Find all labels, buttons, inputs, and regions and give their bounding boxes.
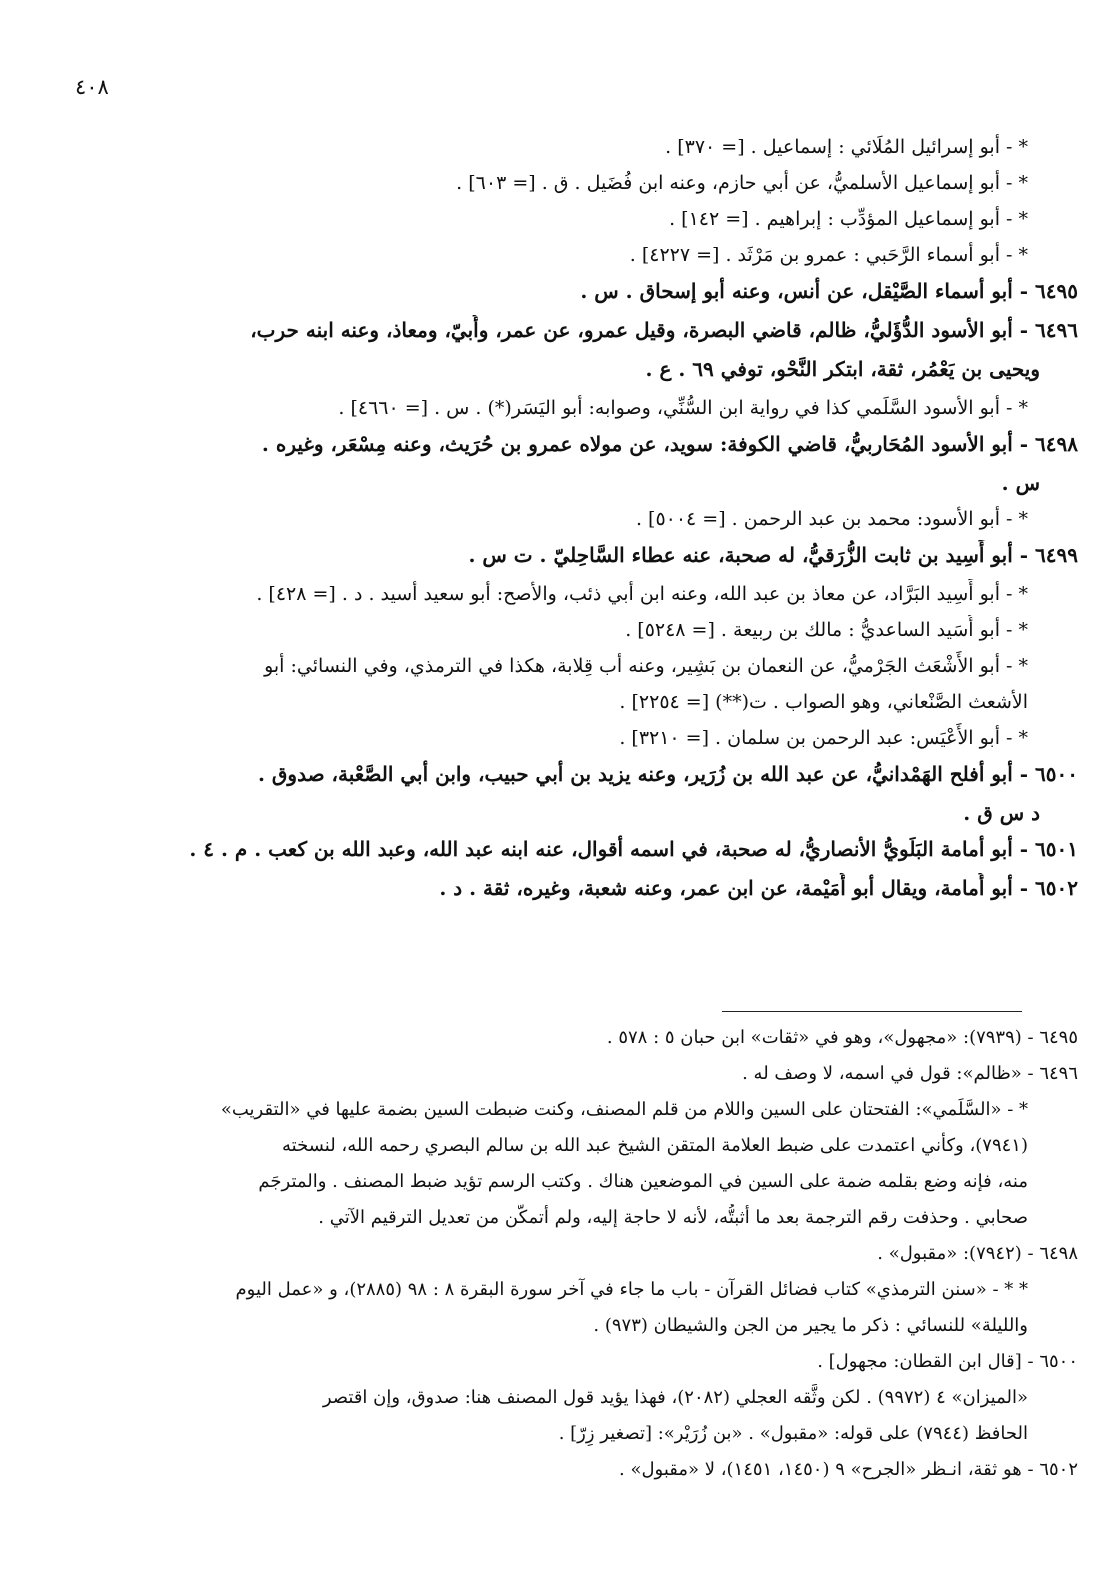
biography-entries xyxy=(45,132,1078,912)
entry-line: * - أبو أَسِيد البَرَّاد، عن معاذ بن عبد الله، وعنه ابن أبي ذئب، والأصح: أبو سعيد أسيد . د . [= ٤٢٨] . xyxy=(256,583,1028,605)
footnote-line: ٦٥٠٠ - [قال ابن القطان: مجهول] . xyxy=(817,1351,1078,1372)
entry-line: * - أبو إسماعيل الأسلميُّ، عن أبي حازم، وعنه ابن فُضَيل . ق . [= ٦٠٣] . xyxy=(456,172,1028,194)
entry-line: * - أبو الأَعْيَس: عبد الرحمن بن سلمان . [= ٣٢١٠] . xyxy=(619,727,1028,749)
footnote-line: ٦٥٠٢ - هو ثقة، انـظر «الجرح» ٩ (١٤٥٠، ١٤٥١)، لا «مقبول» . xyxy=(619,1459,1078,1480)
footnote-line: والليلة» للنسائي : ذكر ما يجير من الجن والشيطان (٩٧٣) . xyxy=(593,1315,1028,1336)
entry-line: * - أبو أسماء الرَّحَبي : عمرو بن مَرْثَد . [= ٤٢٢٧] . xyxy=(629,244,1028,266)
footnote-line: ٦٤٩٨ - (٧٩٤٢): «مقبول» . xyxy=(877,1243,1078,1264)
entry-line: * - أبو أُسَيد الساعديُّ : مالك بن ربيعة . [= ٥٢٤٨] . xyxy=(625,619,1028,641)
footnote-divider xyxy=(722,1011,1022,1012)
page-number: ٤٠٨ xyxy=(75,75,109,99)
entry-line: * - أبو إسماعيل المؤدِّب : إبراهيم . [= ١٤٢] . xyxy=(669,208,1028,230)
footnote-line: * * - «سنن الترمذي» كتاب فضائل القرآن - باب ما جاء في آخر سورة البقرة ٨ : ٩٨ (٢٨٨٥)، و «عمل اليوم xyxy=(235,1279,1028,1300)
entry-line: س . xyxy=(1001,471,1040,495)
entry-line: ويحيى بن يَعْمُر، ثقة، ابتكر النَّحْو، توفي ٦٩ . ع . xyxy=(645,357,1040,381)
footnotes xyxy=(45,1024,1078,1492)
entry-line: ٦٥٠٠ - أبو أفلح الهَمْدانيُّ، عن عبد الله بن زُرَير، وعنه يزيد بن أبي حبيب، وابن أبي الصَّعْبة، صدوق . xyxy=(257,762,1078,786)
footnote-line: «الميزان» ٤ (٩٩٧٢) . لكن وثَّقه العجلي (٢٠٨٢)، فهذا يؤيد قول المصنف هنا: صدوق، وإن اقتصر xyxy=(322,1387,1028,1408)
footnote-line: * - «السَّلَمي»: الفتحتان على السين واللام من قلم المصنف، وكنت ضبطت السين بضمة عليها في «التقريب» xyxy=(220,1099,1028,1120)
entry-line: الأشعث الصَّنْعاني، وهو الصواب . ت(**) [= ٢٢٥٤] . xyxy=(619,691,1028,713)
entry-line: ٦٥٠٢ - أبو أُمامة، ويقال أبو أُمَيْمة، عن ابن عمر، وعنه شعبة، وغيره، ثقة . د . xyxy=(439,876,1078,900)
entry-line: * - أبو إسرائيل المُلَائي : إسماعيل . [= ٣٧٠] . xyxy=(665,136,1028,158)
entry-line: ٦٤٩٦ - أبو الأسود الدُّؤَليُّ، ظالم، قاضي البصرة، وقيل عمرو، عن عمر، وأُبيّ، ومعاذ، وعنه ابنه حرب، xyxy=(250,318,1078,342)
footnote-line: منه، فإنه وضع بقلمه ضمة على السين في الموضعين هناك . وكتب الرسم تؤيد ضبط المصنف . والمترجَم xyxy=(258,1171,1028,1192)
entry-line: ٦٤٩٨ - أبو الأسود المُحَاربيُّ، قاضي الكوفة: سويد، عن مولاه عمرو بن حُرَيث، وعنه مِسْعَر، وغيره . xyxy=(261,432,1078,456)
entry-line: ٦٤٩٥ - أبو أسماء الصَّيْقل، عن أنس، وعنه أبو إسحاق . س . xyxy=(580,279,1078,303)
footnote-line: صحابي . وحذفت رقم الترجمة بعد ما أثبتُّه، لأنه لا حاجة إليه، ولم أتمكَّن من تعديل الترقيم الآتي . xyxy=(318,1207,1028,1228)
footnote-line: ٦٤٩٥ - (٧٩٣٩): «مجهول»، وهو في «ثقات» ابن حبان ٥ : ٥٧٨ . xyxy=(606,1027,1078,1048)
footnote-line: الحافظ (٧٩٤٤) على قوله: «مقبول» . «بن زُرَيْر»: [تصغير زِرّ] . xyxy=(558,1423,1028,1444)
entry-line: ٦٤٩٩ - أبو أَسِيد بن ثابت الزُّرَقيُّ، له صحبة، عنه عطاء السَّاحِليّ . ت س . xyxy=(468,543,1078,567)
entry-line: * - أبو الأَشْعَث الجَرْميُّ، عن النعمان بن بَشِير، وعنه أب قِلابة، هكذا في الترمذي، وفي النسائي: أبو xyxy=(264,655,1028,677)
entry-line: ٦٥٠١ - أبو أمامة البَلَويُّ الأنصاريُّ، له صحبة، في اسمه أقوال، عنه ابنه عبد الله، وعبد الله بن كعب . م . ٤ . xyxy=(189,837,1078,861)
footnote-line: (٧٩٤١)، وكأني اعتمدت على ضبط العلامة المتقن الشيخ عبد الله بن سالم البصري رحمه الله، لنسخته xyxy=(282,1135,1028,1156)
footnote-line: ٦٤٩٦ - «ظالم»: قول في اسمه، لا وصف له . xyxy=(742,1063,1078,1084)
entry-line: د س ق . xyxy=(963,801,1040,825)
entry-line: * - أبو الأسود: محمد بن عبد الرحمن . [= ٥٠٠٤] . xyxy=(635,508,1028,530)
entry-line: * - أبو الأسود السَّلَمي كذا في رواية ابن السُّنِّي، وصوابه: أبو اليَسَر(*) . س . [= ٤٦٦٠] . xyxy=(338,397,1028,419)
